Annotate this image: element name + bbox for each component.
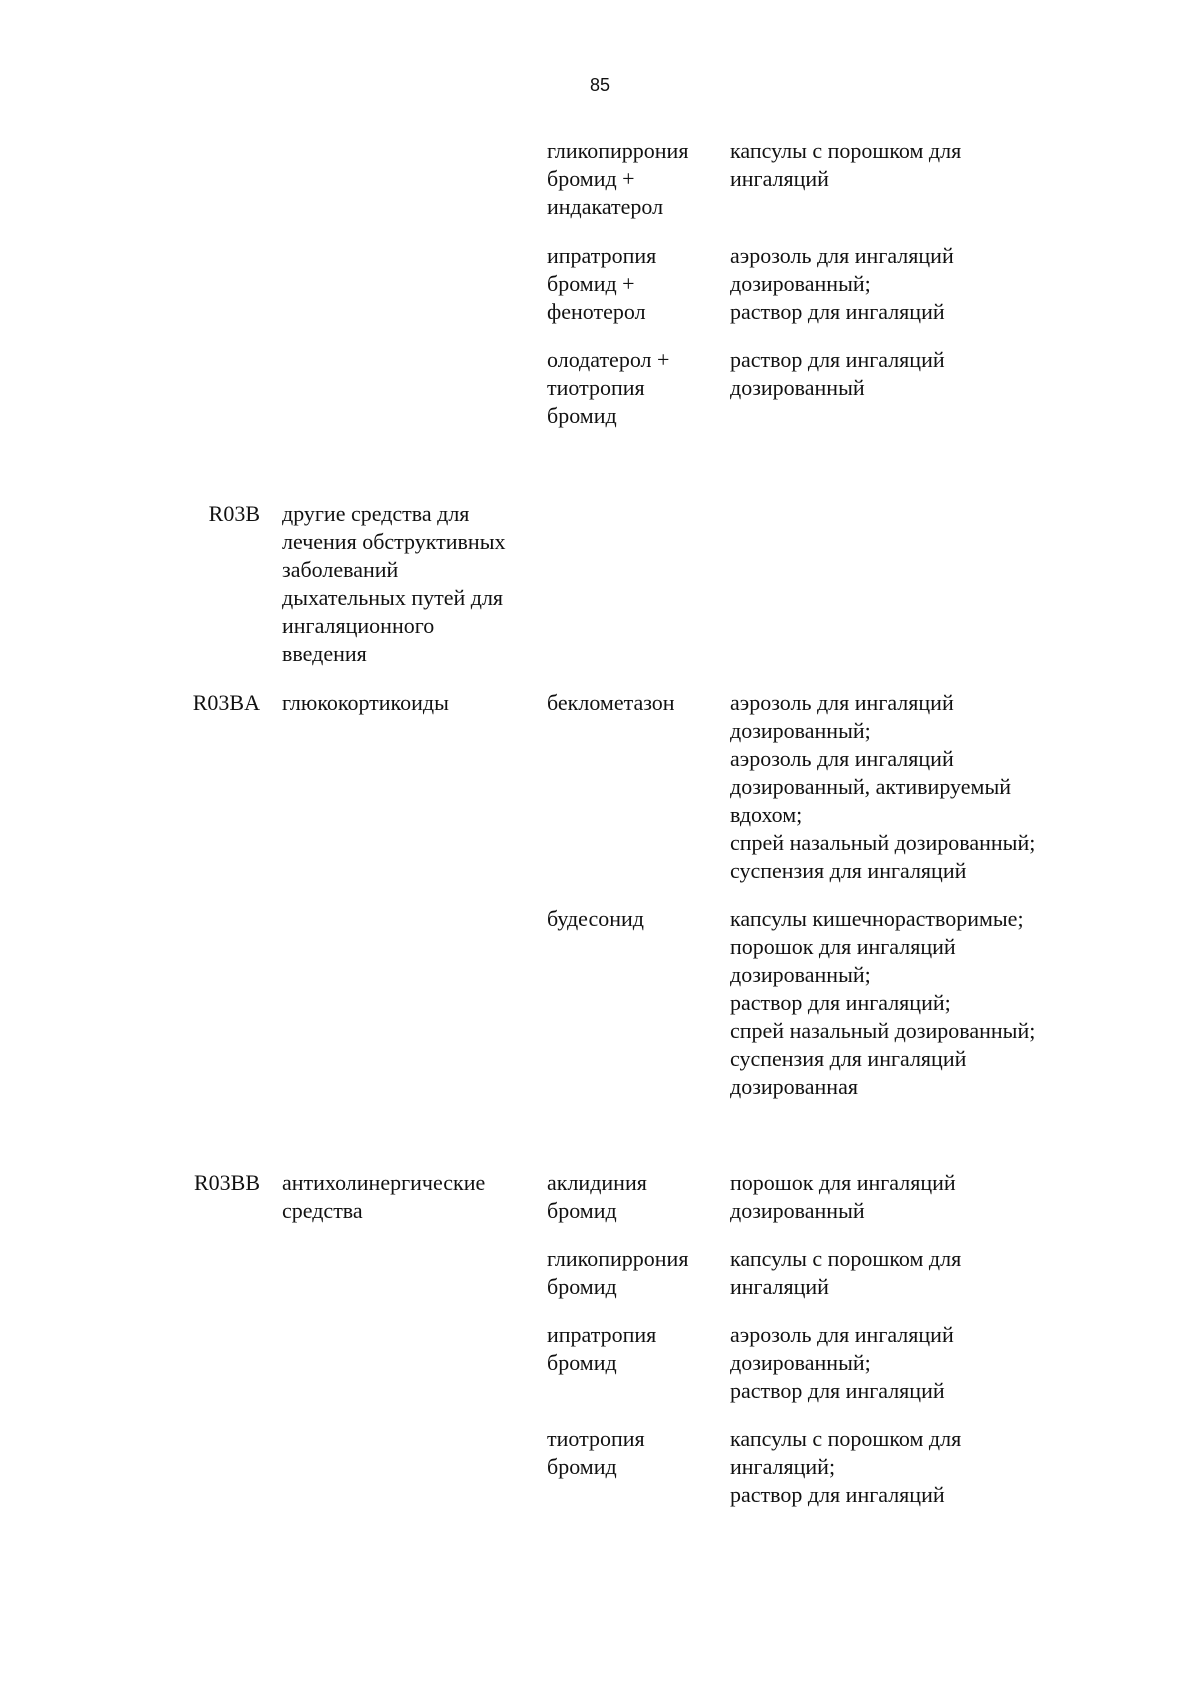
drug-name: беклометазон [547, 690, 675, 715]
drug-name: тиотропия бромид [547, 1426, 645, 1479]
dosage-form: капсулы с порошком для ингаляций [730, 1246, 962, 1299]
dosage-form: капсулы с порошком для ингаляций [730, 138, 962, 191]
drug-name: гликопиррония бромид + индакатерол [547, 138, 689, 219]
dosage-form: аэрозоль для ингаляций дозированный; раствор для ингаляций [730, 1322, 954, 1403]
drug-name: аклидиния бромид [547, 1170, 647, 1223]
atc-code: R03BB [193, 1170, 260, 1195]
dosage-form: раствор для ингаляций дозированный [730, 347, 945, 400]
dosage-form: порошок для ингаляций дозированный [730, 1170, 956, 1223]
drug-name: ипратропия бромид + фенотерол [547, 243, 657, 324]
dosage-form: капсулы кишечнорастворимые; порошок для ингаляций дозированный; раствор для ингаляций; спрей назальный дозированный; суспензия для ингаляций дозированная [730, 906, 1036, 1099]
drug-name: гликопиррония бромид [547, 1246, 689, 1299]
drug-name: будесонид [547, 906, 644, 931]
page-number: 85 [589, 75, 611, 95]
atc-group-name: антихолинергические средства [282, 1170, 486, 1223]
atc-group-name: другие средства для лечения обструктивных заболеваний дыхательных путей для ингаляционного введения [282, 501, 506, 666]
dosage-form: аэрозоль для ингаляций дозированный; аэрозоль для ингаляций дозированный, активируемый вдохом; спрей назальный дозированный; суспензия для ингаляций [730, 690, 1036, 883]
atc-code: R03BA [192, 690, 260, 715]
drug-name: ипратропия бромид [547, 1322, 657, 1375]
atc-group-name: глюкокортикоиды [282, 690, 449, 715]
dosage-form: аэрозоль для ингаляций дозированный; раствор для ингаляций [730, 243, 954, 324]
drug-name: олодатерол + тиотропия бромид [547, 347, 670, 428]
atc-code: R03B [208, 501, 260, 526]
dosage-form: капсулы с порошком для ингаляций; раствор для ингаляций [730, 1426, 962, 1507]
